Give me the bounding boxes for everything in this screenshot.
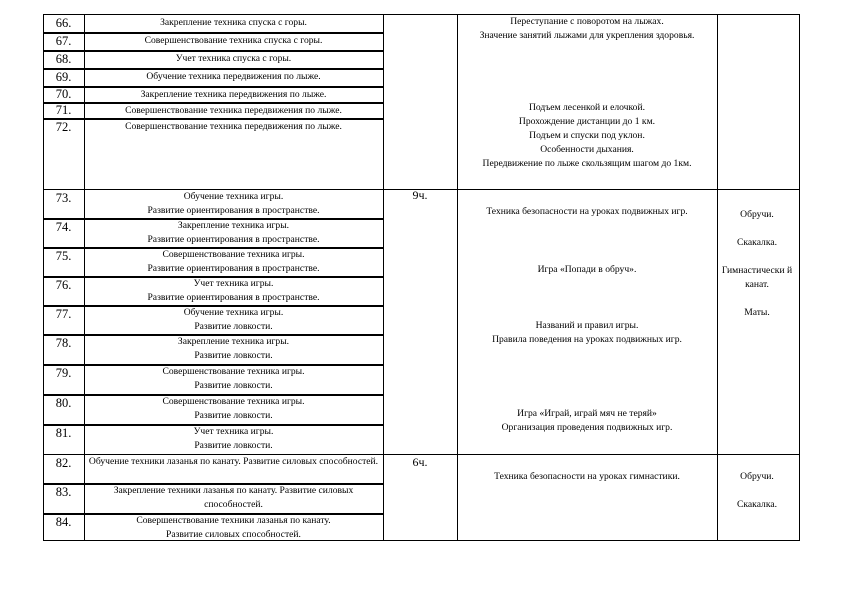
row-topic: Закрепление техника игры. Развитие ловкости. [177,336,290,361]
row-topic: Совершенствование техники лазанья по канату. Развитие силовых способностей. [136,515,331,540]
lesson-plan-table [43,14,800,541]
row-number: 80. [55,395,72,410]
row-number: 69. [55,69,72,84]
section3-equipment: Обручи. Скакалка. [737,471,777,510]
section3-content-1: Техника безопасности на уроках гимнастики. [494,471,680,482]
table-rule [457,14,458,541]
row-number: 83. [55,484,72,499]
row-number: 74. [55,219,72,234]
table-rule [799,14,800,541]
row-topic: Закрепление техника передвижения по лыже. [140,89,327,100]
row-number: 77. [55,306,72,321]
row-topic: Закрепление техника спуска с горы. [160,17,307,28]
section2-content-2: Игра «Попади в обруч». [537,264,637,275]
section2-content-4: Игра «Играй, играй мяч не теряй» Организация проведения подвижных игр. [501,408,673,433]
row-number: 68. [55,51,72,66]
row-number: 73. [55,190,72,205]
row-number: 67. [55,33,72,48]
row-topic: Совершенствование техника игры. Развитие ориентирования в пространстве. [147,249,320,274]
section2-equipment: Обручи. Скакалка. Гимнастически й канат. Маты. [721,209,793,318]
row-topic: Совершенствование техника игры. Развитие ловкости. [162,396,305,421]
row-topic: Обучение техники лазанья по канату. Развитие силовых способностей. [88,456,379,467]
row-topic: Учет техника игры. Развитие ловкости. [193,426,274,451]
row-topic: Учет техника игры. Развитие ориентирования в пространстве. [147,278,320,303]
row-number: 79. [55,365,72,380]
row-topic: Обучение техника передвижения по лыже. [146,71,321,82]
table-rule [84,14,85,541]
section1-content-top: Переступание с поворотом на лыжах. Значение занятий лыжами для укрепления здоровья. [479,16,695,41]
table-rule [383,14,384,541]
row-number: 78. [55,335,72,350]
row-topic: Закрепление техники лазанья по канату. Развитие силовых способностей. [113,485,354,510]
row-number: 75. [55,248,72,263]
row-topic: Совершенствование техника спуска с горы. [144,35,323,46]
row-number: 72. [55,119,72,134]
section1-content-bottom: Подъем лесенкой и елочкой. Прохождение дистанции до 1 км. Подъем и спуски под уклон. Особенности дыхания. Передвижение по лыже скользящим шагом до 1км. [482,102,692,169]
section2-content-1: Техника безопасности на уроках подвижных игр. [486,206,688,217]
row-topic: Обучение техника игры. Развитие ориентирования в пространстве. [147,191,320,216]
row-number: 81. [55,425,72,440]
row-topic: Обучение техника игры. Развитие ловкости. [183,307,284,332]
row-topic: Совершенствование техника передвижения по лыже. [125,105,342,116]
row-number: 84. [55,514,72,529]
section2-hours: 9ч. [412,188,428,202]
row-topic: Учет техника спуска с горы. [175,53,292,64]
row-topic: Закрепление техника игры. Развитие ориентирования в пространстве. [147,220,320,245]
row-number: 70. [55,86,72,101]
section3-hours: 6ч. [412,455,428,469]
row-number: 82. [55,455,72,470]
row-topic: Совершенствование техника передвижения по лыже. [125,121,342,132]
row-number: 66. [55,15,72,30]
row-topic: Совершенствование техника игры. Развитие ловкости. [162,366,305,391]
row-number: 71. [55,102,72,117]
section2-content-3: Названий и правил игры. Правила поведения на уроках подвижных игр. [492,320,682,345]
row-number: 76. [55,277,72,292]
